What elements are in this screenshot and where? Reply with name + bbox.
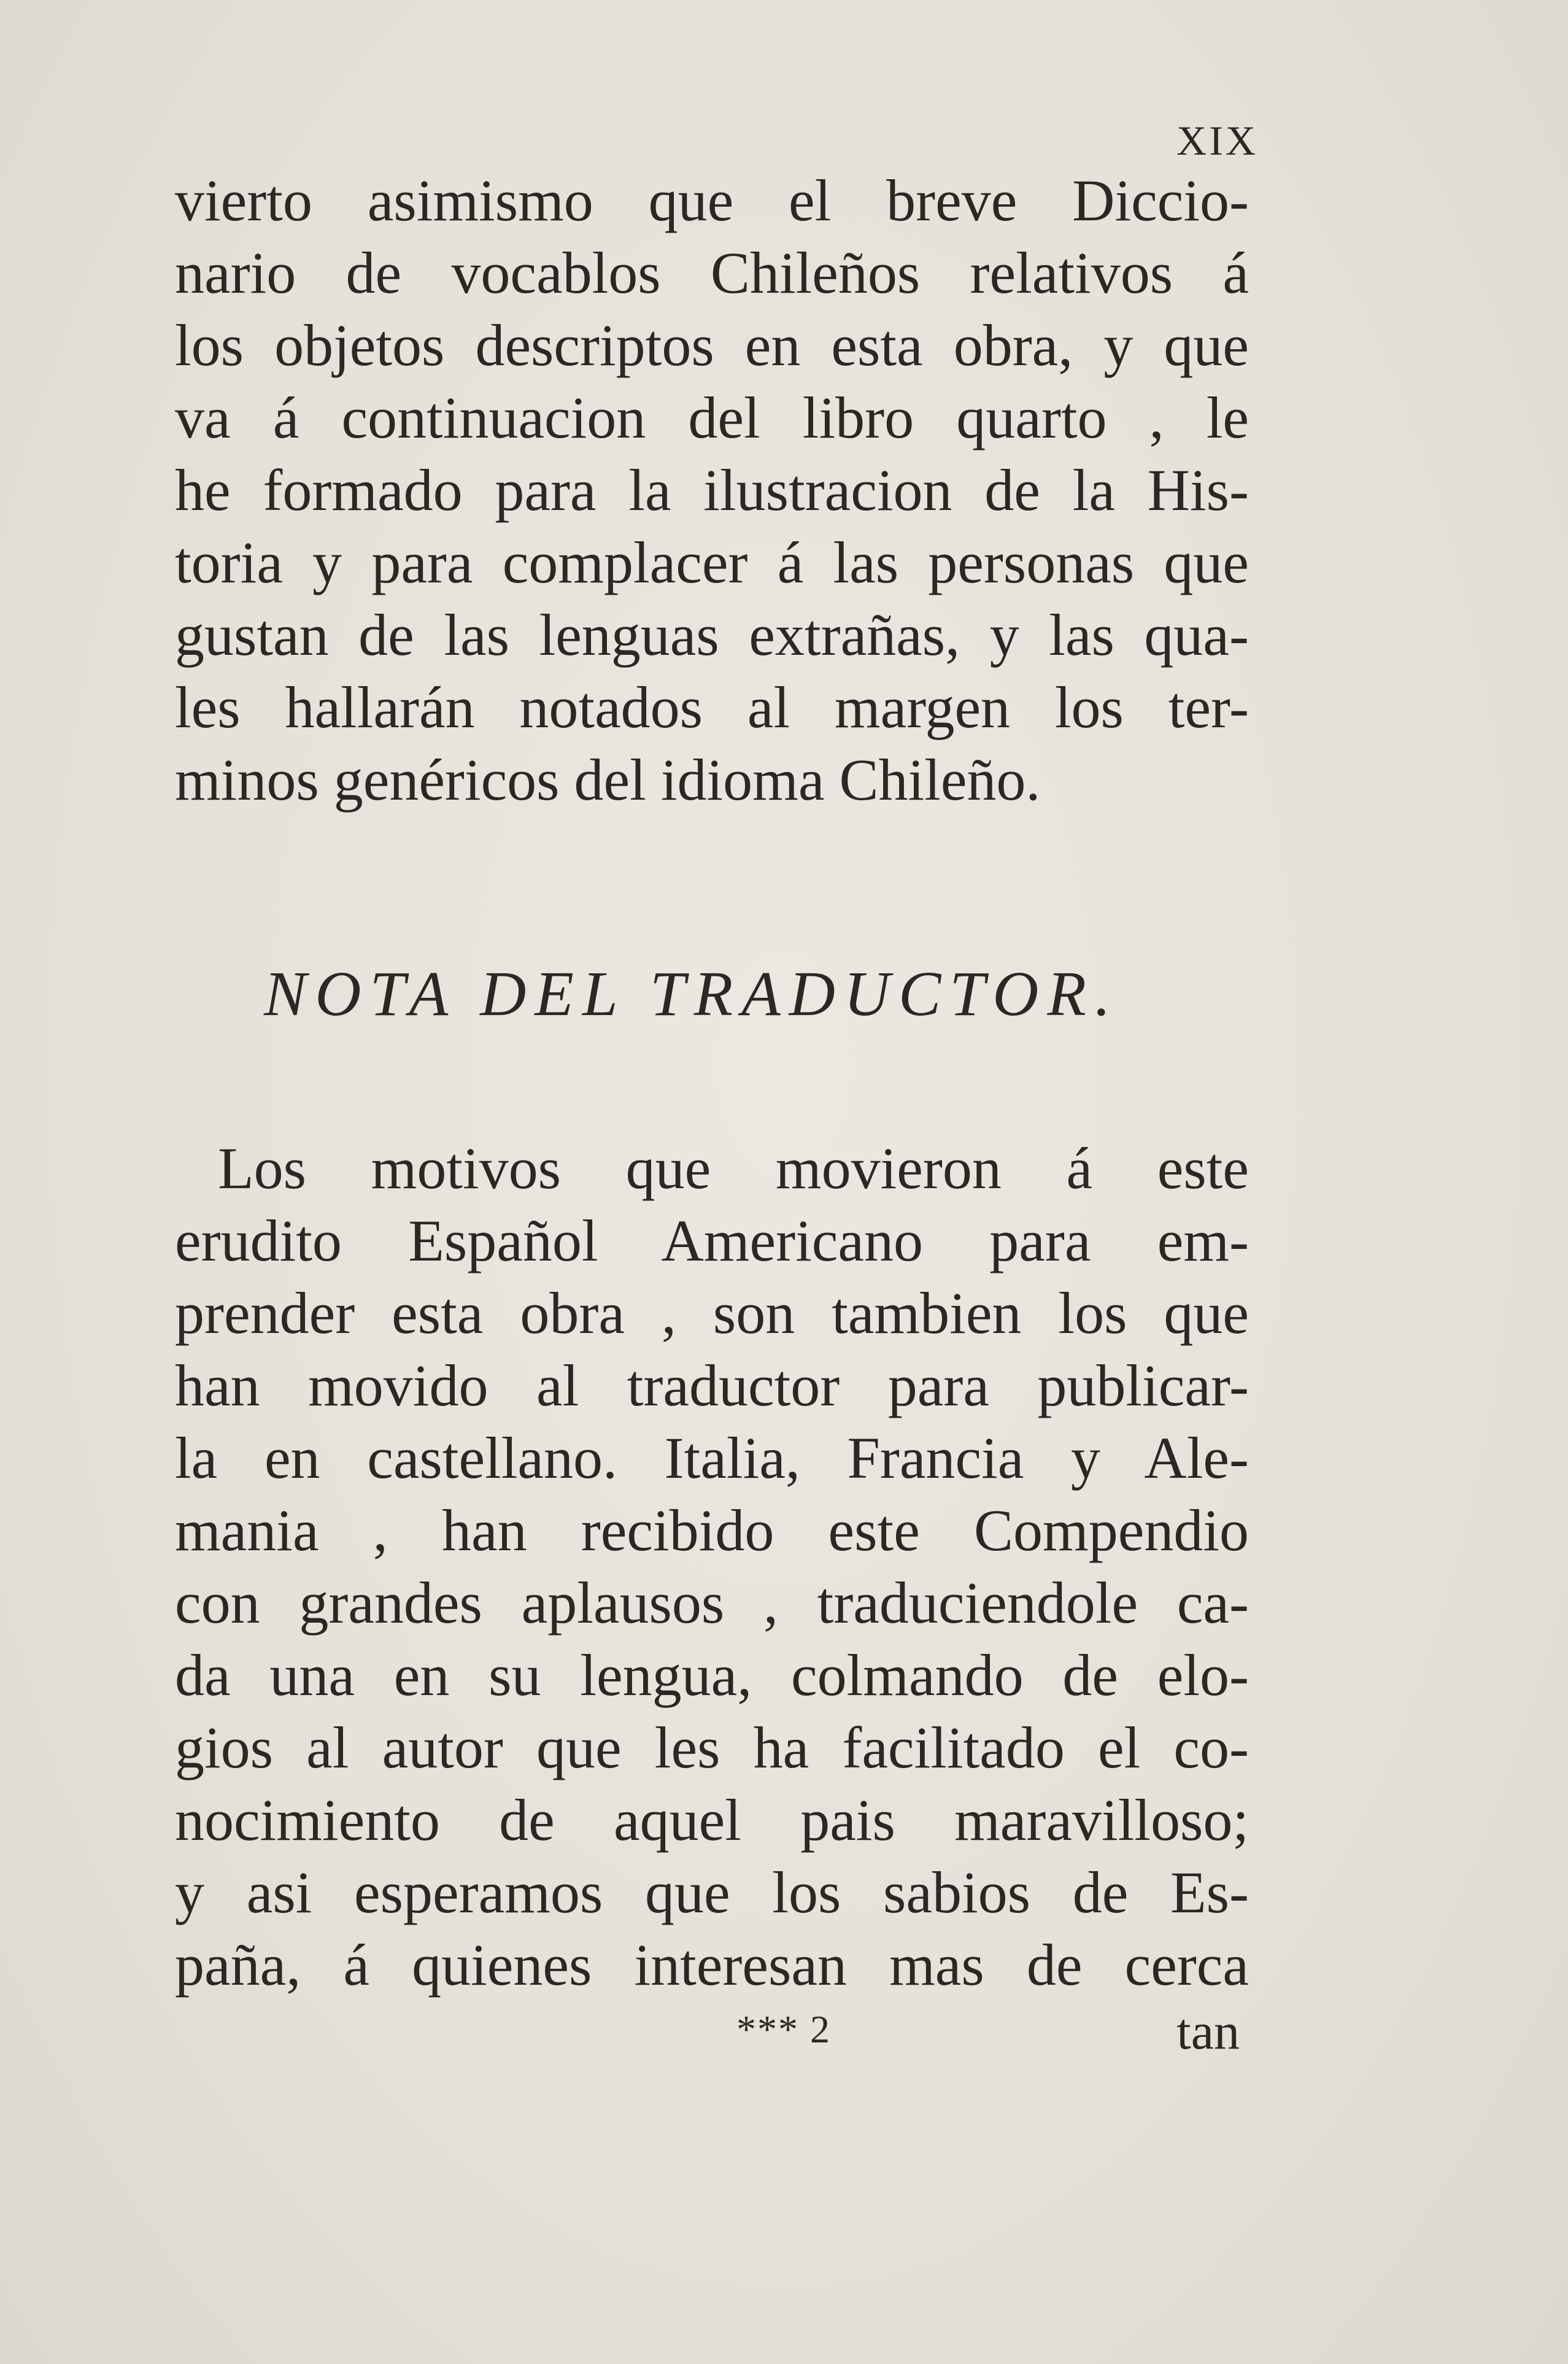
text-line: han movido al traductor para publicar- bbox=[175, 1353, 1249, 1418]
text-line: gios al autor que les ha facilitado el co- bbox=[175, 1715, 1249, 1780]
text-line: he formado para la ilustracion de la His- bbox=[175, 457, 1249, 523]
text-line: los objetos descriptos en esta obra, y que bbox=[175, 312, 1249, 378]
text-line: la en castellano. Italia, Francia y Ale- bbox=[175, 1425, 1249, 1491]
page-number: XIX bbox=[1176, 117, 1258, 164]
text-line: y asi esperamos que los sabios de Es- bbox=[175, 1860, 1249, 1925]
text-line: erudito Español Americano para em- bbox=[175, 1208, 1249, 1273]
paragraph-2 bbox=[175, 1132, 1249, 2001]
catchword: tan bbox=[1176, 2003, 1240, 2060]
text-line: paña, á quienes interesan mas de cerca bbox=[175, 1932, 1249, 1998]
section-heading: NOTA DEL TRADUCTOR. bbox=[264, 959, 1119, 1029]
text-line: vierto asimismo que el breve Diccio- bbox=[175, 168, 1249, 233]
signature-mark: *** 2 bbox=[736, 2007, 831, 2051]
text-line: Los motivos que movieron á este bbox=[218, 1135, 1249, 1201]
text-line: nocimiento de aquel pais maravilloso; bbox=[175, 1787, 1249, 1853]
text-line: les hallarán notados al margen los ter- bbox=[175, 674, 1249, 740]
text-line: nario de vocablos Chileños relativos á bbox=[175, 240, 1249, 306]
text-line: con grandes aplausos , traduciendole ca- bbox=[175, 1570, 1249, 1636]
text-line: prender esta obra , son tambien los que bbox=[175, 1280, 1249, 1346]
paragraph-1 bbox=[175, 164, 1249, 816]
text-line: toria y para complacer á las personas que bbox=[175, 530, 1249, 595]
text-line: minos genéricos del idioma Chileño. bbox=[175, 747, 1041, 813]
text-line: va á continuacion del libro quarto , le bbox=[175, 385, 1249, 450]
text-line: gustan de las lenguas extrañas, y las qua- bbox=[175, 602, 1249, 668]
text-line: da una en su lengua, colmando de elo- bbox=[175, 1642, 1249, 1708]
text-line: mania , han recibido este Compendio bbox=[175, 1497, 1249, 1563]
